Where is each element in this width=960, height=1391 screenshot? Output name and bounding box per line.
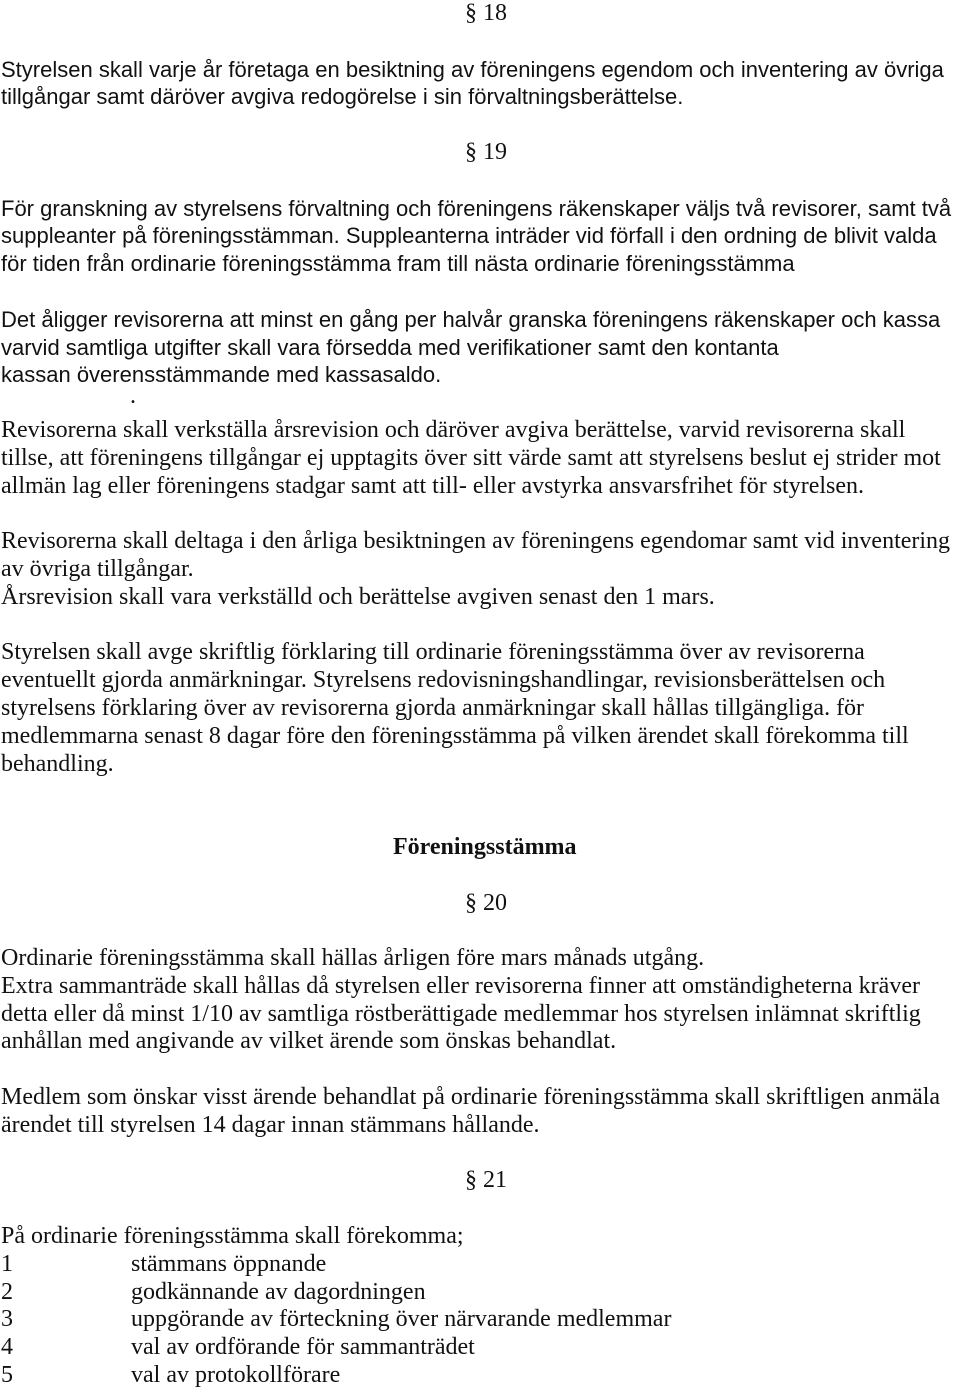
text-line: Styrelsen skall avge skriftlig förklaring till ordinarie föreningsstämma över av revisorerna — [1, 639, 865, 666]
paragraph — [1, 417, 960, 500]
stray-mark-line — [1, 383, 960, 417]
section-19 — [1, 139, 960, 778]
list-item-number: 2 — [1, 1278, 13, 1305]
list-item — [1, 1279, 960, 1307]
text-line: tillse, att föreningens tillgångar ej upptagits över sitt värde samt att styrelsens beslut ej strider mot — [1, 444, 941, 471]
text-line: Medlem som önskar visst ärende behandlat på ordinarie föreningsstämma skall skriftligen anmäla — [1, 1084, 941, 1111]
agenda-intro: På ordinarie föreningsstämma skall förekomma; — [1, 1223, 464, 1250]
text-line: Revisorerna skall verkställa årsrevision och däröver avgiva berättelse, varvid revisorerna skall — [1, 416, 906, 443]
text-line: medlemmarna senast 8 dagar före den föreningsstämma på vilken ärendet skall förekomma till — [1, 722, 909, 749]
paragraph — [1, 528, 960, 611]
text-line: Ordinarie föreningsstämma skall hällas årligen före mars månads utgång. — [1, 945, 705, 972]
text-line: varvid samtliga utgifter skall vara försedda med verifikationer samt den kontanta — [1, 334, 779, 360]
paragraph — [1, 639, 960, 778]
section-heading: § 18 — [465, 0, 507, 26]
text-line: För granskning av styrelsens förvaltning och föreningens räkenskaper väljs två revisorer, samt två — [1, 195, 952, 221]
list-item — [1, 1251, 960, 1279]
list-item-number: 5 — [1, 1362, 13, 1389]
list-item — [1, 1362, 960, 1390]
list-item-text: stämmans öppnande — [131, 1250, 327, 1277]
list-item-number: 4 — [1, 1334, 13, 1361]
text-line: suppleanter på föreningsstämman. Suppleanterna inträder vid förfall i den ordning de blivit valda — [1, 223, 937, 249]
list-item-text: godkännande av dagordningen — [131, 1278, 426, 1305]
section-21 — [1, 1167, 960, 1389]
agenda-list — [1, 1251, 960, 1390]
paragraph — [1, 945, 960, 1056]
text-line: behandling. — [1, 750, 114, 777]
list-item-text: val av ordförande för sammanträdet — [131, 1334, 475, 1361]
text-line: Årsrevision skall vara verkställd och berättelse avgiven senast den 1 mars. — [1, 583, 715, 610]
text-line: Revisorerna skall deltaga i den årliga besiktningen av föreningens egendomar samt vid inventering — [1, 528, 951, 555]
list-item — [1, 1334, 960, 1362]
list-item-text: uppgörande av förteckning över närvarande medlemmar — [131, 1306, 672, 1333]
list-item-number: 3 — [1, 1306, 13, 1333]
text-line: styrelsens förklaring över av revisorerna gjorda anmärkningar skall hållas tillgängliga. för — [1, 694, 865, 721]
section-18 — [1, 0, 960, 111]
text-line: allmän lag eller föreningens stadgar samt att till- eller avstyrka ansvarsfrihet för styrelsen. — [1, 472, 865, 499]
text-line: tillgångar samt däröver avgiva redogörelse i sin förvaltningsberättelse. — [1, 84, 684, 110]
text-line: kassan överensstämmande med kassasaldo. — [1, 362, 442, 388]
text-line: Det åligger revisorerna att minst en gång per halvår granska föreningens räkenskaper och kassa — [1, 306, 941, 332]
chapter-title: Föreningsstämma — [393, 833, 577, 860]
text-line: Extra sammanträde skall hållas då styrelsen eller revisorerna finner att omständigheterna kräver — [1, 972, 920, 999]
section-20 — [1, 890, 960, 1140]
text-line: för tiden från ordinarie föreningsstämma fram till nästa ordinarie föreningsstämma — [1, 251, 795, 277]
paragraph — [1, 306, 960, 389]
text-line: detta eller då minst 1/10 av samtliga röstberättigade medlemmar hos styrelsen inlämnat skriftlig — [1, 1000, 921, 1027]
text-line: Styrelsen skall varje år företaga en besiktning av föreningens egendom och inventering av övriga — [1, 56, 944, 82]
section-heading: § 21 — [465, 1167, 507, 1194]
document-body — [1, 0, 960, 1390]
list-item-text: val av protokollförare — [131, 1362, 341, 1389]
stray-mark: . — [130, 383, 136, 410]
text-line: anhållan med angivande av vilket ärende som önskas behandlat. — [1, 1028, 617, 1055]
list-item-number: 1 — [1, 1250, 13, 1277]
paragraph — [1, 1084, 960, 1140]
text-line: eventuellt gjorda anmärkningar. Styrelsens redovisningshandlingar, revisionsberättelsen och — [1, 667, 886, 694]
list-item — [1, 1306, 960, 1334]
paragraph — [1, 56, 960, 112]
text-line: av övriga tillgångar. — [1, 555, 194, 582]
text-line: ärendet till styrelsen 14 dagar innan stämmans hållande. — [1, 1111, 540, 1138]
paragraph — [1, 195, 960, 278]
section-heading: § 19 — [465, 138, 507, 165]
section-heading: § 20 — [465, 889, 507, 916]
